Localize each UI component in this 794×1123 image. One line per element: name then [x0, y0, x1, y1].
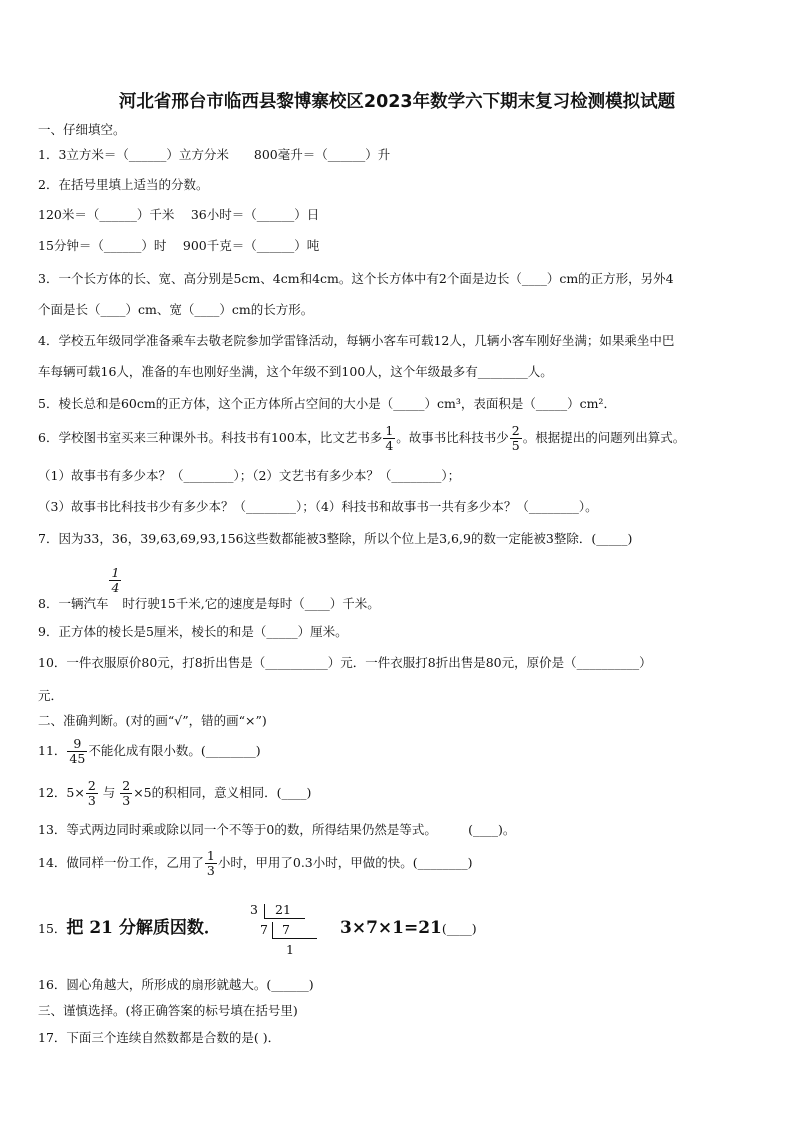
- question-15-result: 3×7×1=21: [340, 918, 442, 938]
- question-2-line-a: 120米＝（______）千米 36小时＝（______）日: [38, 207, 320, 222]
- section-3-heading: 三、谨慎选择。(将正确答案的标号填在括号里): [38, 1003, 298, 1018]
- question-15: [38, 920, 221, 937]
- quotient-1: 7: [282, 922, 290, 937]
- division-bracket-2: [272, 922, 317, 939]
- fraction-denominator: 3: [206, 863, 215, 878]
- question-4-line-a: 4．学校五年级同学准备乘车去敬老院参加学雷锋活动，每辆小客车可载12人，几辆小客车刚好坐满；如果乘坐中巴: [38, 333, 675, 348]
- question-1: 1．3立方米＝（______）立方分米 800毫升＝（______）升: [38, 147, 391, 162]
- question-4-line-b: 车每辆可载16人，准备的车也刚好坐满，这个年级不到100人，这个年级最多有________人。: [38, 364, 553, 379]
- question-12-text-3: ×5的积相同，意义相同．(____): [133, 785, 312, 800]
- fraction-numerator: 1: [111, 565, 120, 580]
- fraction-two-thirds: [86, 779, 98, 808]
- fraction-numerator: 2: [122, 778, 131, 793]
- fraction-denominator: 3: [122, 793, 131, 808]
- fraction-denominator: 4: [111, 580, 120, 595]
- question-5: 5．棱长总和是60cm的正方体，这个正方体所占空间的大小是（_____）cm³，表面积是（_____）cm²．: [38, 396, 616, 411]
- question-12: [38, 779, 311, 808]
- question-6: [38, 424, 685, 453]
- fraction-two-fifths: [510, 424, 522, 453]
- section-1-heading: 一、仔细填空。: [38, 122, 126, 137]
- fraction-nine-fortyfifths: [67, 737, 87, 766]
- question-15-text: 把 21 分解质因数．: [66, 918, 221, 938]
- fraction-denominator: 45: [69, 751, 86, 766]
- question-8-text-1: 8．一辆汽车: [38, 596, 109, 611]
- question-2: 2．在括号里填上适当的分数。: [38, 177, 209, 192]
- dividend: 21: [275, 902, 291, 917]
- question-7: 7．因为33，36，39,63,69,93,156这些数都能被3整除，所以个位上是3,6,9的数一定能被3整除．(_____): [38, 531, 633, 546]
- fraction-two-thirds: [120, 779, 132, 808]
- question-14: [38, 849, 473, 878]
- divisor-2: 7: [260, 922, 268, 937]
- question-8-text-2: 时行驶15千米,它的速度是每时（____）千米。: [122, 596, 380, 611]
- division-bracket-1: [264, 904, 305, 919]
- question-15-blank: (____): [441, 921, 477, 936]
- fraction-numerator: 2: [511, 423, 520, 438]
- question-6-text-2: 。故事书比科技书少: [396, 430, 509, 445]
- question-11-text: 不能化成有限小数。(________): [88, 743, 261, 758]
- question-10-line-b: 元．: [38, 688, 64, 703]
- section-2-heading: 二、准确判断。(对的画“√”，错的画“×”): [38, 713, 267, 728]
- question-6-text-1: 6．学校图书室买来三种课外书。科技书有100本，比文艺书多: [38, 430, 383, 445]
- fraction-numerator: 9: [67, 737, 87, 752]
- fraction-denominator: 4: [385, 438, 394, 453]
- fraction-denominator: 3: [87, 793, 96, 808]
- question-15-answer: [340, 920, 477, 937]
- fraction-numerator: 1: [206, 848, 215, 863]
- question-15-number: 15．: [38, 921, 67, 936]
- fraction-one-quarter: [383, 424, 395, 453]
- question-11-number: 11．: [38, 743, 67, 758]
- question-14-text-2: 小时，甲用了0.3小时，甲做的快。(________): [217, 855, 473, 870]
- question-8: [38, 565, 380, 611]
- fraction-one-quarter: [109, 566, 121, 595]
- question-3-line-b: 个面是长（____）cm、宽（____）cm的长方形。: [38, 302, 314, 317]
- question-16: 16．圆心角越大，所形成的扇形就越大。(______): [38, 977, 314, 992]
- fraction-numerator: 2: [87, 778, 96, 793]
- question-17: 17．下面三个连续自然数都是合数的是( )．: [38, 1030, 281, 1045]
- page-title: 河北省邢台市临西县黎博寨校区2023年数学六下期末复习检测模拟试题: [118, 92, 676, 112]
- question-12-text-1: 12．5×: [38, 785, 85, 800]
- question-6-line-b: （3）故事书比科技书少有多少本？（________）；（4）科技书和故事书一共有多少本？（________）。: [38, 499, 598, 514]
- short-division-diagram: [250, 902, 330, 958]
- question-11: [38, 737, 261, 766]
- divisor-1: 3: [250, 902, 258, 917]
- question-13: 13．等式两边同时乘或除以同一个不等于0的数，所得结果仍然是等式。 (____)。: [38, 822, 516, 837]
- question-9: 9．正方体的棱长是5厘米，棱长的和是（_____）厘米。: [38, 624, 348, 639]
- question-6-line-a: （1）故事书有多少本？（________）；（2）文艺书有多少本？（________）；: [38, 468, 461, 483]
- question-3-line-a: 3．一个长方体的长、宽、高分别是5cm、4cm和4cm。这个长方体中有2个面是边长（____）cm的正方形，另外4: [38, 271, 674, 286]
- question-10-line-a: 10．一件衣服原价80元，打8折出售是（__________）元．一件衣服打8折出售是80元，原价是（__________）: [38, 655, 652, 670]
- fraction-numerator: 1: [385, 423, 394, 438]
- fraction-one-third: [205, 849, 217, 878]
- fraction-denominator: 5: [511, 438, 520, 453]
- question-6-text-3: 。根据提出的问题列出算式。: [522, 430, 686, 445]
- question-14-text-1: 14．做同样一份工作，乙用了: [38, 855, 204, 870]
- question-12-text-2: 与: [98, 785, 120, 800]
- quotient-2: 1: [286, 942, 294, 957]
- question-2-line-b: 15分钟＝（______）时 900千克＝（______）吨: [38, 238, 320, 253]
